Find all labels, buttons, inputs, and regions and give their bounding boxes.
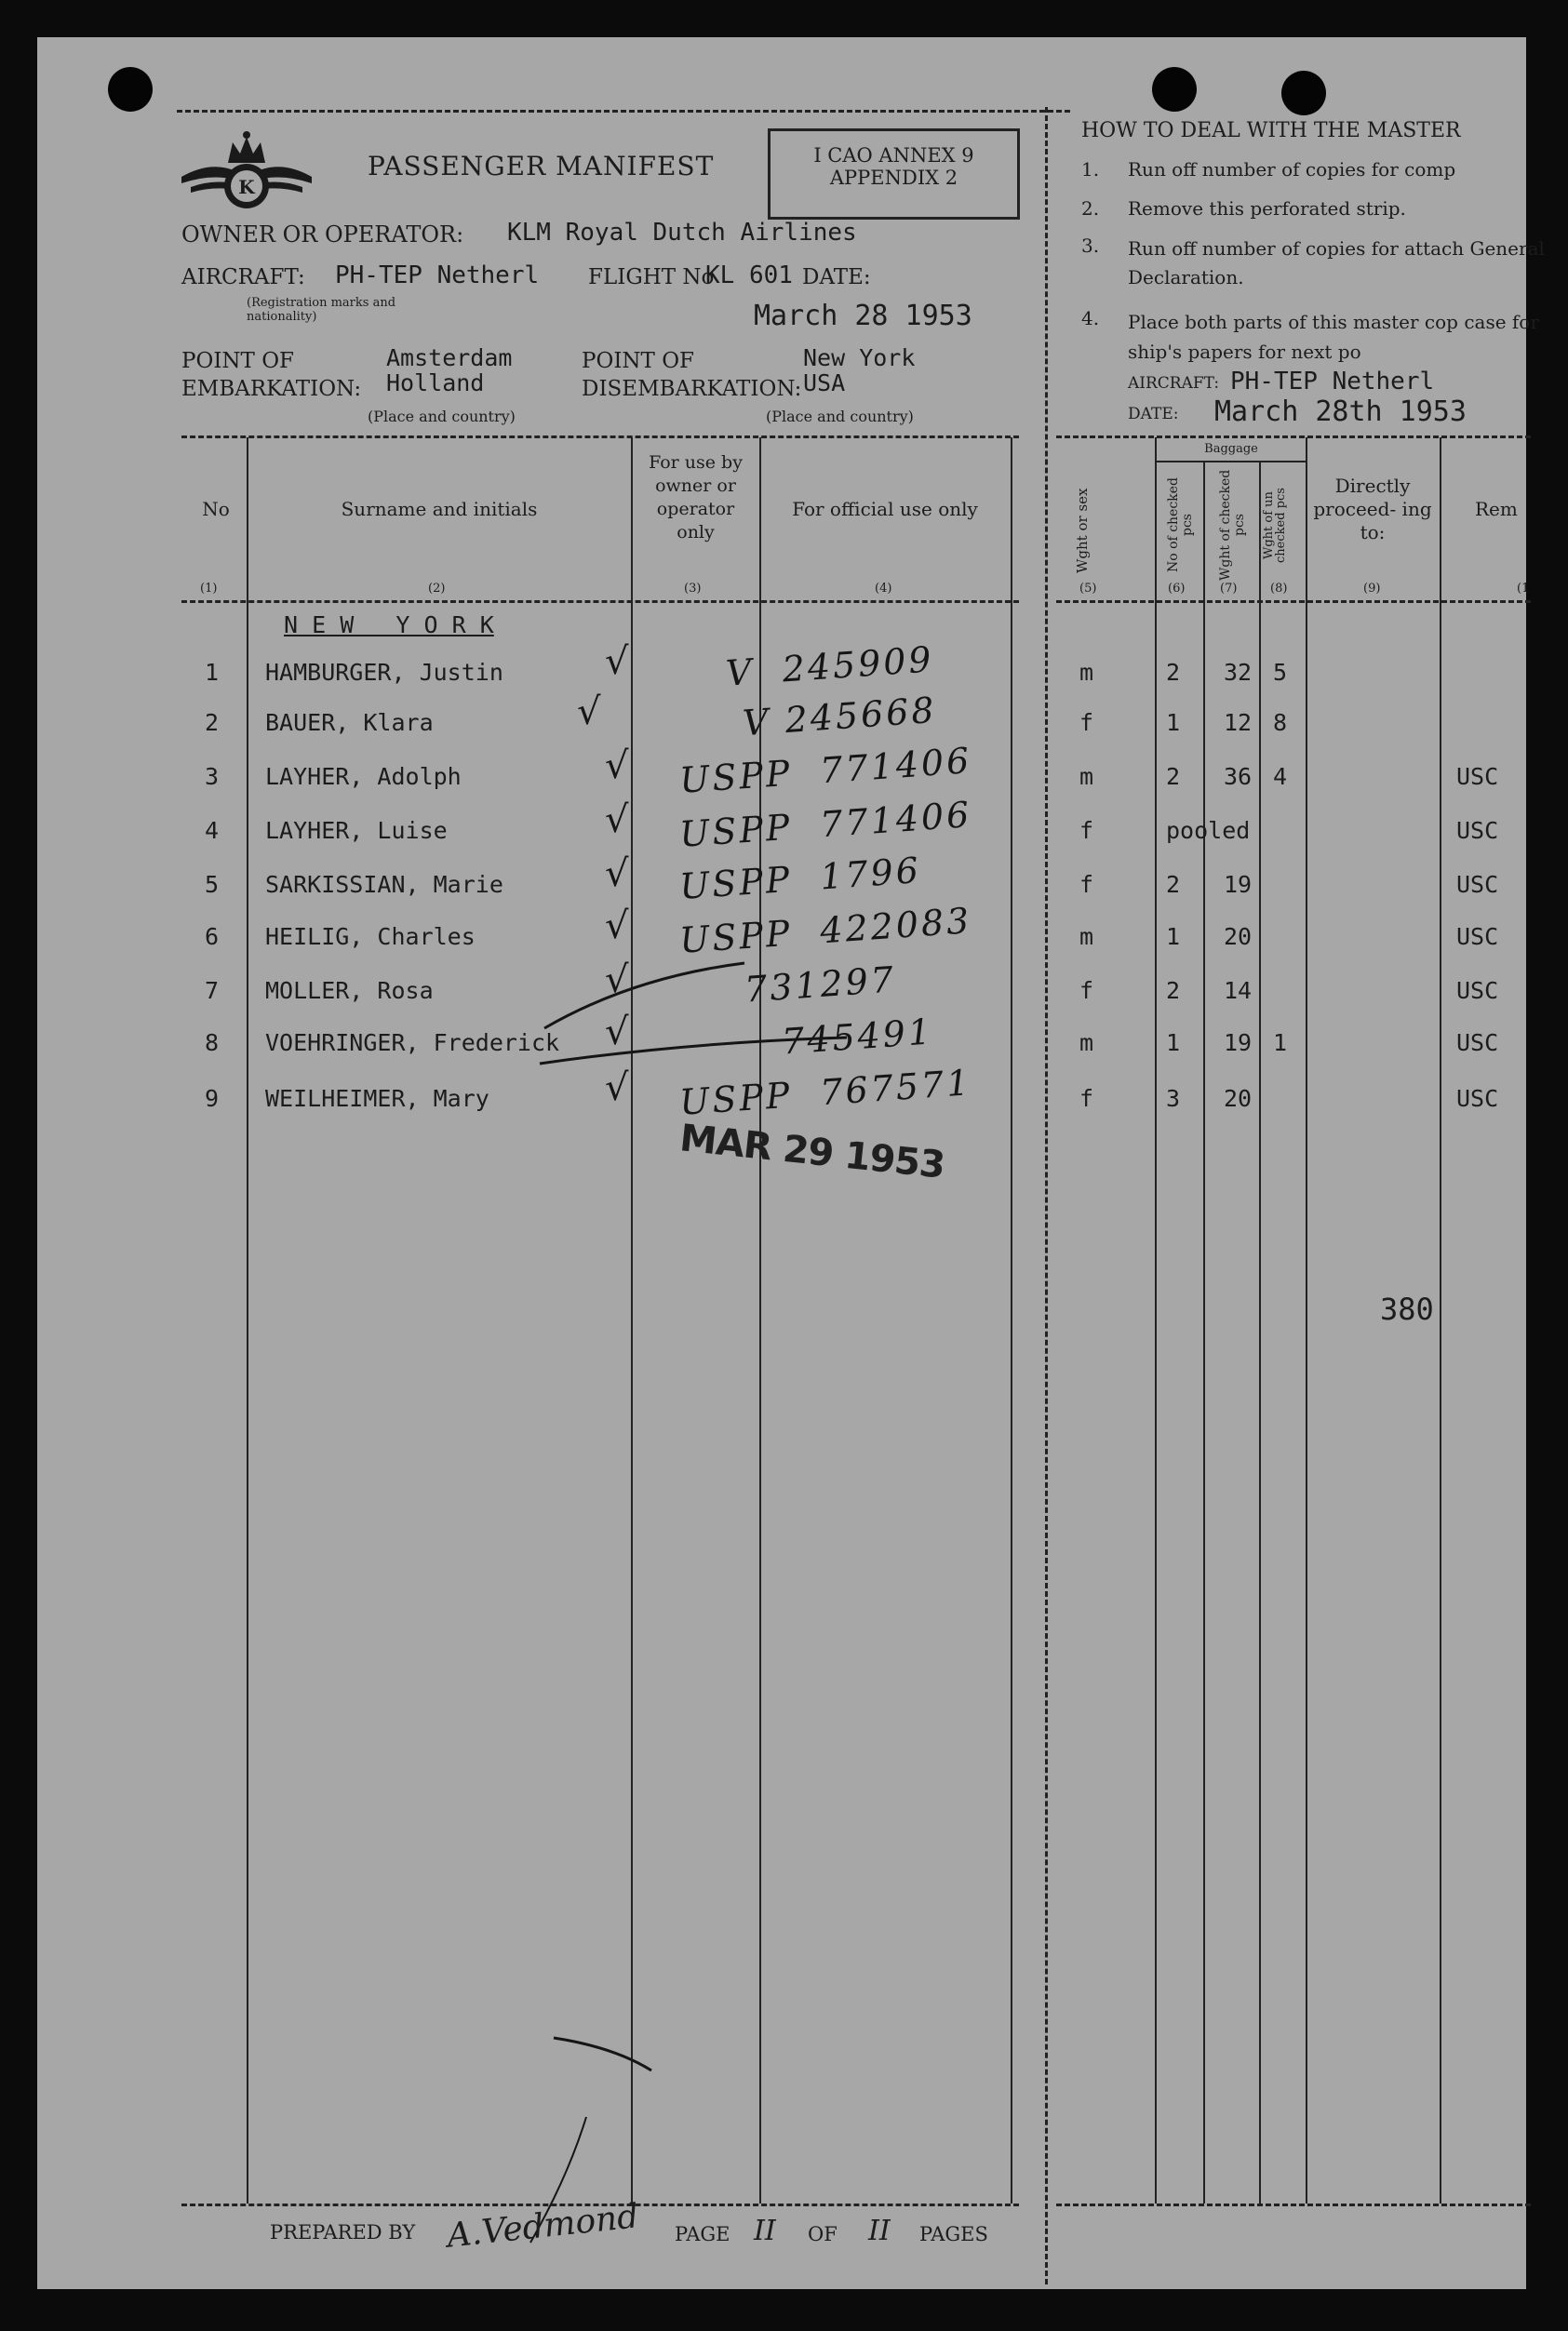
flight-label: FLIGHT No [588, 265, 715, 289]
passenger-no: 6 [205, 923, 220, 950]
passenger-remarks: USC [1456, 977, 1499, 1004]
passenger-checked-pcs: 2 [1166, 871, 1181, 898]
passenger-no: 4 [205, 817, 220, 844]
passenger-checked-weight: 20 [1224, 1085, 1253, 1112]
passenger-remarks: USC [1456, 763, 1499, 790]
checkmark-icon: √ [605, 640, 632, 683]
col-header-owner-use: For use by owner or operator only [649, 452, 743, 543]
passenger-unchecked-weight: 5 [1273, 659, 1288, 686]
strip-date-value: March 28th 1953 [1214, 395, 1467, 428]
manifest-sheet [37, 37, 1545, 2289]
col-header-checked-weight: Wght of checked pcs [1218, 469, 1247, 582]
col-num-5: (5) [1079, 582, 1097, 596]
passenger-unchecked-weight: 4 [1273, 763, 1288, 790]
col-num-2: (2) [428, 582, 446, 596]
pages-label: PAGES [919, 2223, 988, 2245]
page-no-value: II [754, 2215, 776, 2247]
instruction-2: Remove this perforated strip. [1128, 197, 1406, 220]
col-header-weight-sex: Wght or sex [1074, 488, 1091, 573]
passenger-sex: f [1079, 977, 1094, 1004]
passenger-no: 9 [205, 1085, 220, 1112]
passenger-sex: f [1079, 817, 1094, 844]
date-value: March 28 1953 [754, 300, 972, 332]
checkmark-icon: √ [605, 1011, 632, 1053]
preparer-signature: A.Vedmond [445, 2197, 641, 2256]
passenger-remarks: USC [1456, 1085, 1499, 1112]
col-header-checked-pcs: No of checked pcs [1166, 477, 1195, 573]
passenger-name: BAUER, Klara [265, 709, 434, 736]
handwritten-passport-number: 745491 [780, 1011, 935, 1063]
passenger-sex: f [1079, 1085, 1094, 1112]
passenger-name: LAYHER, Adolph [265, 763, 462, 790]
aircraft-note: (Registration marks and nationality) [247, 296, 396, 324]
passenger-sex: m [1079, 1029, 1094, 1056]
checkmark-icon: √ [605, 744, 632, 787]
col-header-no: No [202, 498, 230, 520]
passenger-name: HAMBURGER, Justin [265, 659, 503, 686]
passenger-no: 3 [205, 763, 220, 790]
page-label: PAGE [675, 2223, 730, 2245]
date-label: DATE: [802, 265, 871, 289]
col-num-3: (3) [684, 582, 702, 596]
prepared-by-label: PREPARED BY [270, 2221, 416, 2244]
checkmark-icon: √ [605, 958, 632, 1001]
passenger-checked-weight: 32 [1224, 659, 1253, 686]
instruction-4: Place both parts of this master cop case for ship's papers for next po [1128, 311, 1539, 363]
handwritten-passport-number: V 245668 [741, 689, 938, 744]
instruction-3: Run off number of copies for attach General Declaration. [1128, 237, 1545, 288]
passenger-name: HEILIG, Charles [265, 923, 476, 950]
embark-label: POINT OF EMBARKATION: [181, 349, 362, 401]
flight-value: KL 601 [705, 261, 793, 289]
aircraft-label: AIRCRAFT: [181, 265, 305, 289]
destination-heading: N E W Y O R K [284, 611, 494, 638]
checkmark-icon: √ [605, 852, 632, 895]
checkmark-icon: √ [605, 1066, 632, 1109]
passenger-sex: m [1079, 659, 1094, 686]
embark-place-note: (Place and country) [368, 408, 516, 425]
disembark-city: New York [803, 344, 916, 371]
instruction-4-number: 4. [1081, 307, 1100, 329]
passenger-no: 2 [205, 709, 220, 736]
handwritten-passport-number: USPP 771406 [677, 740, 973, 801]
passenger-name: SARKISSIAN, Marie [265, 871, 503, 898]
passenger-unchecked-weight: 1 [1273, 1029, 1288, 1056]
passenger-checked-pcs: 2 [1166, 659, 1181, 686]
col-header-remarks: Rem [1475, 498, 1518, 520]
owner-value: KLM Royal Dutch Airlines [507, 219, 857, 247]
passenger-name: VOEHRINGER, Frederick [265, 1029, 560, 1056]
passenger-unchecked-weight: 8 [1273, 709, 1288, 736]
col-header-name: Surname and initials [341, 498, 538, 520]
col-header-unchecked-weight: Wght of un checked pcs [1262, 488, 1288, 563]
passenger-checked-pcs: pooled [1166, 817, 1251, 844]
pen-stroke-marks [37, 37, 1526, 2289]
passenger-checked-weight: 19 [1224, 871, 1253, 898]
disembark-label: POINT OF DISEMBARKATION: [582, 349, 802, 401]
passenger-remarks: USC [1456, 871, 1499, 898]
of-label: OF [808, 2223, 838, 2245]
handwritten-passport-number: V 245909 [724, 638, 935, 694]
embark-city: Amsterdam [386, 344, 513, 371]
disembark-place-note: (Place and country) [766, 408, 914, 425]
passenger-checked-weight: 20 [1224, 923, 1253, 950]
col-num-6: (6) [1168, 582, 1186, 596]
passenger-remarks: USC [1456, 817, 1499, 844]
passenger-remarks: USC [1456, 1029, 1499, 1056]
passenger-name: MOLLER, Rosa [265, 977, 434, 1004]
col-num-8: (8) [1270, 582, 1288, 596]
strip-aircraft-value: PH-TEP Netherl [1230, 368, 1435, 395]
col-num-10: (1 [1517, 582, 1530, 596]
passenger-checked-weight: 19 [1224, 1029, 1253, 1056]
icao-appendix-label: APPENDIX 2 [829, 167, 958, 189]
passenger-no: 8 [205, 1029, 220, 1056]
passenger-checked-weight: 36 [1224, 763, 1253, 790]
manifest-title: PASSENGER MANIFEST [368, 151, 715, 181]
passenger-checked-weight: 14 [1224, 977, 1253, 1004]
passenger-checked-pcs: 3 [1166, 1085, 1181, 1112]
strip-aircraft-label: AIRCRAFT: [1128, 374, 1220, 393]
col-num-4: (4) [875, 582, 892, 596]
embark-country: Holland [386, 369, 485, 396]
handwritten-passport-number: USPP 422083 [677, 900, 973, 961]
instruction-2-number: 2. [1081, 197, 1100, 220]
col-num-9: (9) [1363, 582, 1381, 596]
page-number-annotation: 380 [1380, 1292, 1434, 1327]
passenger-remarks: USC [1456, 923, 1499, 950]
checkmark-icon: √ [605, 904, 632, 947]
handwritten-passport-number: USPP 771406 [677, 794, 973, 855]
handwritten-passport-number: 731297 [743, 958, 898, 1011]
strip-date-label: DATE: [1128, 405, 1179, 423]
disembark-country: USA [803, 369, 846, 396]
passenger-sex: f [1079, 709, 1094, 736]
instruction-1-number: 1. [1081, 158, 1100, 181]
passenger-name: WEILHEIMER, Mary [265, 1085, 489, 1112]
passenger-no: 7 [205, 977, 220, 1004]
passenger-checked-pcs: 2 [1166, 763, 1181, 790]
checkmark-icon: √ [605, 798, 632, 841]
col-num-7: (7) [1220, 582, 1238, 596]
handwritten-passport-number: USPP 1796 [677, 849, 923, 908]
icao-annex-label: I CAO ANNEX 9 [813, 144, 974, 167]
instructions-title: HOW TO DEAL WITH THE MASTER [1081, 119, 1461, 142]
passenger-checked-pcs: 1 [1166, 923, 1181, 950]
aircraft-value: PH-TEP Netherl [335, 261, 540, 289]
col-header-directly: Directly proceed- ing to: [1313, 475, 1432, 543]
passenger-checked-weight: 12 [1224, 709, 1253, 736]
svg-text:K: K [238, 176, 255, 198]
passenger-no: 1 [205, 659, 220, 686]
col-header-official: For official use only [792, 498, 978, 520]
instruction-1: Run off number of copies for comp [1128, 158, 1456, 181]
passenger-checked-pcs: 2 [1166, 977, 1181, 1004]
checkmark-icon: √ [577, 690, 604, 733]
instruction-3-number: 3. [1081, 234, 1100, 257]
passenger-sex: m [1079, 763, 1094, 790]
received-date-stamp: MAR 29 1953 [677, 1117, 947, 1187]
col-num-1: (1) [200, 582, 218, 596]
passenger-sex: f [1079, 871, 1094, 898]
owner-label: OWNER OR OPERATOR: [181, 221, 464, 248]
col-header-baggage: Baggage [1204, 442, 1258, 456]
passenger-sex: m [1079, 923, 1094, 950]
passenger-checked-pcs: 1 [1166, 1029, 1181, 1056]
page-total-value: II [868, 2215, 891, 2247]
passenger-name: LAYHER, Luise [265, 817, 448, 844]
passenger-checked-pcs: 1 [1166, 709, 1181, 736]
passenger-no: 5 [205, 871, 220, 898]
handwritten-passport-number: USPP 767571 [677, 1062, 973, 1123]
